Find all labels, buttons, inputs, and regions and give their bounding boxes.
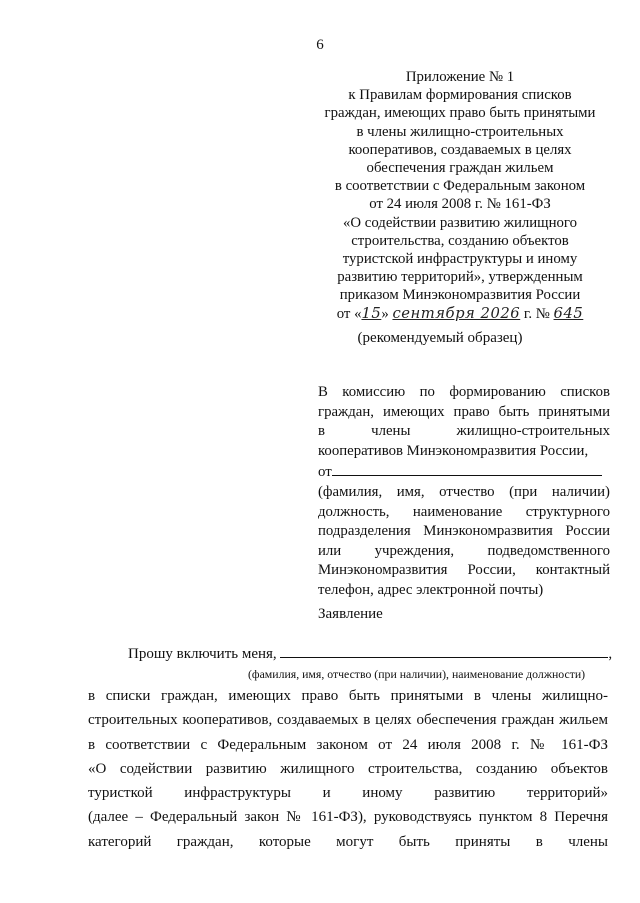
appendix-line: в члены жилищно-строительных [356,123,564,140]
order-date-prefix: от « [336,305,362,322]
order-date-line [300,305,620,323]
appendix-line: развитию территорий», утвержденным [337,269,583,286]
appendix-line: кооперативов, создаваемых в целях [348,141,572,158]
request-caption: (фамилия, имя, отчество (при наличии), наименование должности) [248,667,586,681]
statement-title: Заявление [318,606,383,622]
request-prefix: Прошу включить меня, [128,646,277,662]
order-number-prefix: г. № [523,305,550,322]
sample-note: (рекомендуемый образец) [357,330,523,346]
addressee-detail: (фамилия, имя, отчество (при наличии) [318,483,610,500]
request-name-field [280,643,608,658]
body-line: туристкой инфраструктуры и иному развитию территорий» [88,785,608,802]
appendix-line: в соответствии с Федеральным законом [334,178,586,195]
request-line [128,643,612,663]
appendix-line: строительства, созданию объектов [351,232,569,249]
request-suffix: , [608,646,613,662]
addressee-line: В комиссию по формированию списков [318,384,610,400]
addressee-line: граждан, имеющих право быть принятыми [318,403,610,420]
addressee-line: в члены жилищно-строительных [318,423,610,440]
addressee-detail: подразделения Минэкономразвития России [318,523,610,540]
addressee-block [318,383,610,601]
body-line: (далее – Федеральный закон № 161-ФЗ), руководствуясь пунктом 8 Перечня [88,809,608,826]
addressee-detail: или учреждения, подведомственного [318,542,610,559]
order-month-year-handwritten: сентября 2026 [392,304,521,322]
order-number-handwritten: 645 [553,304,584,322]
body-line: категорий граждан, которые могут быть приняты в члены [88,833,608,850]
addressee-from-line [318,461,610,483]
order-day-handwritten: 15 [361,304,382,322]
body-line: строительных кооперативов, создаваемых в целях обеспечения граждан жильем [88,712,608,729]
appendix-line: от 24 июля 2008 г. № 161-ФЗ [369,196,551,213]
appendix-title: Приложение № 1 [405,69,515,85]
from-fill-line [332,461,602,476]
body-line: в списки граждан, имеющих право быть принятыми в члены жилищно- [88,688,608,704]
page-number: 6 [316,37,324,53]
addressee-detail: телефон, адрес электронной почты) [318,581,544,598]
appendix-line: туристской инфраструктуры и иному [342,251,578,268]
appendix-line: приказом Минэкономразвития России [339,287,581,304]
body-line: в соответствии с Федеральным законом от 24 июля 2008 г. № 161-ФЗ [88,736,608,753]
addressee-detail: должность, наименование структурного [318,503,610,520]
body-line: «О содействии развитию жилищного строительства, созданию объектов [88,760,608,777]
order-date-mid: » [381,305,389,322]
appendix-line: к Правилам формирования списков [348,87,572,104]
appendix-line: «О содействии развитию жилищного [342,214,577,231]
addressee-line: кооперативов Минэкономразвития России, [318,442,589,459]
appendix-header [300,68,620,323]
appendix-line: обеспечения граждан жильем [366,160,554,177]
addressee-detail: Минэкономразвития России, контактный [318,562,610,579]
from-label: от [318,464,332,481]
statement-body [88,684,608,854]
appendix-line: граждан, имеющих право быть принятыми [324,105,596,122]
